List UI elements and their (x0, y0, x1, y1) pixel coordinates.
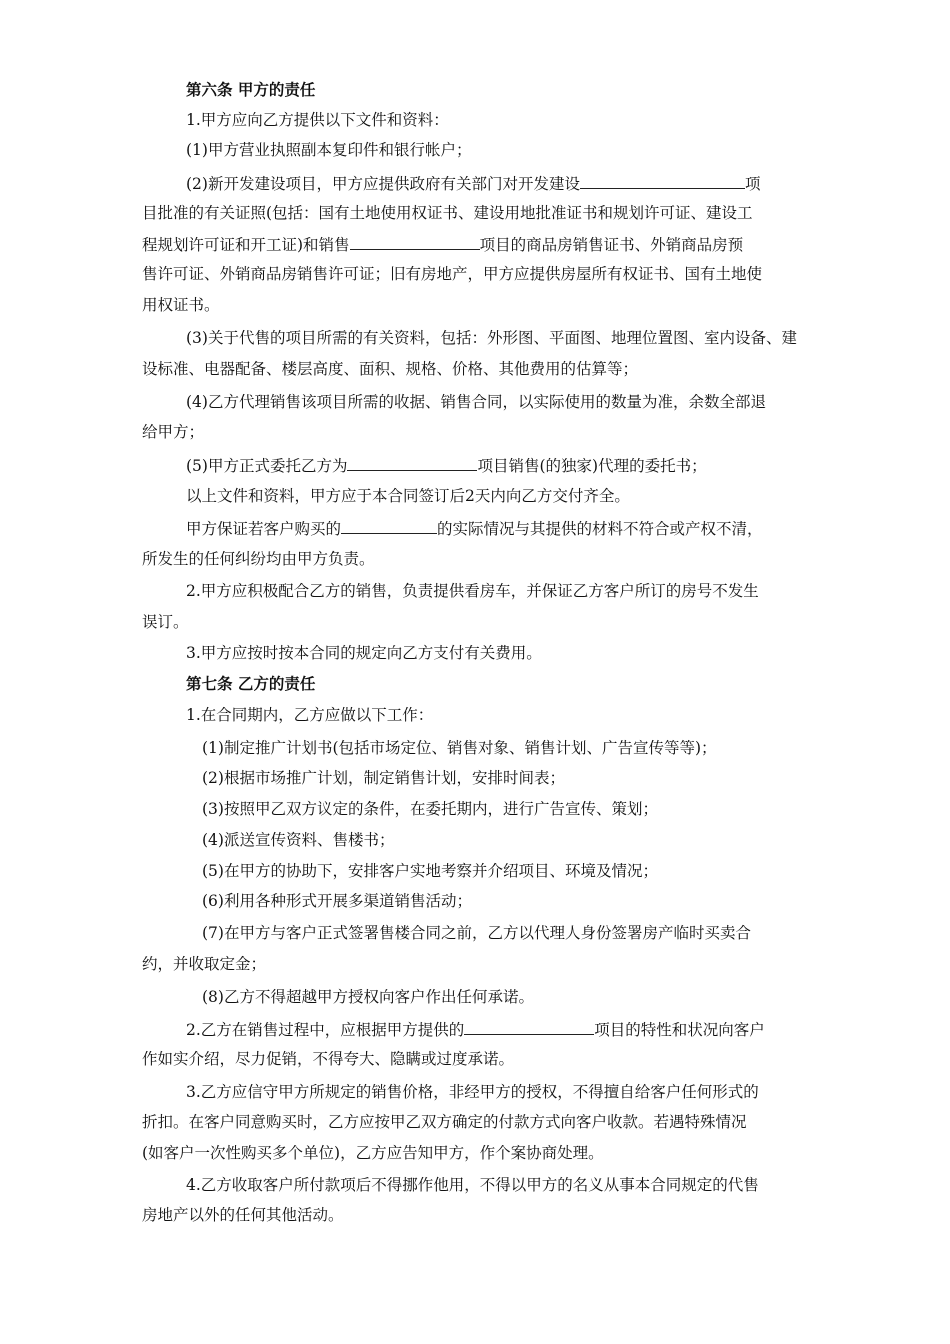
s6-paragraph-1: 1.甲方应向乙方提供以下文件和资料： (186, 111, 449, 129)
s6-deliver-paragraph: 以上文件和资料，甲方应于本合同签订后2天内向乙方交付齐全。 (186, 487, 630, 505)
s7-paragraph-2-line-1 (186, 1019, 765, 1040)
s6-item-4-line-2: 给甲方； (142, 423, 205, 441)
s7-item-2: (2)根据市场推广计划，制定销售计划，安排时间表； (202, 769, 565, 787)
s6-item-2-text-a: (2)新开发建设项目，甲方应提供政府有关部门对开发建设 (186, 175, 580, 193)
s6-guarantee-line-2: 所发生的任何纠纷均由甲方负责。 (142, 550, 375, 568)
s6-item-2-text-d: 程规划许可证和开工证)和销售 (142, 236, 350, 254)
s6-item-2-line-1 (186, 173, 760, 194)
s7-item-5: (5)在甲方的协助下，安排客户实地考察并介绍项目、环境及情况； (202, 862, 658, 880)
s6-item-2-text-b: 项 (744, 175, 761, 193)
s6-item-2-text-e: 项目的商品房销售证书、外销商品房预 (479, 236, 744, 254)
s6-item-2-line-5: 用权证书。 (142, 296, 220, 314)
s7-item-7-line-2: 约，并收取定金； (142, 955, 267, 973)
s7-paragraph-3-line-3: (如客户一次性购买多个单位)，乙方应告知甲方，作个案协商处理。 (142, 1144, 604, 1162)
section-6-title: 第六条 甲方的责任 (186, 81, 316, 99)
s6-item-3-line-2: 设标准、电器配备、楼层高度、面积、规格、价格、其他费用的估算等； (142, 360, 639, 378)
s7-item-1: (1)制定推广计划书(包括市场定位、销售对象、销售计划、广告宣传等等)； (202, 739, 717, 757)
s6-guarantee-text-b: 的实际情况与其提供的材料不符合或产权不清， (437, 520, 763, 538)
s7-item-7-line-1: (7)在甲方与客户正式签署售楼合同之前，乙方以代理人身份签署房产临时买卖合 (202, 924, 751, 942)
s6-item-1: (1)甲方营业执照副本复印件和银行帐户； (186, 141, 472, 159)
s7-item-4: (4)派送宣传资料、售楼书； (202, 831, 395, 849)
s6-item-2-line-4: 售许可证、外销商品房销售许可证；旧有房地产，甲方应提供房屋所有权证书、国有土地使 (142, 265, 763, 283)
s6-item-4-line-1: (4)乙方代理销售该项目所需的收据、销售合同，以实际使用的数量为准，余数全部退 (186, 393, 766, 411)
s7-item-6: (6)利用各种形式开展多渠道销售活动； (202, 892, 472, 910)
s6-item-2-line-2: 目批准的有关证照(包括：国有土地使用权证书、建设用地批准证书和规划许可证、建设工 (142, 204, 753, 222)
section-7-title: 第七条 乙方的责任 (186, 675, 316, 693)
s6-item-5-text-a: (5)甲方正式委托乙方为 (186, 457, 348, 475)
s6-paragraph-2-line-2: 误订。 (142, 613, 189, 631)
fill-in-blank[interactable] (347, 455, 477, 471)
s7-item-3: (3)按照甲乙双方议定的条件，在委托期内，进行广告宣传、策划； (202, 800, 658, 818)
s7-paragraph-3-line-1: 3.乙方应信守甲方所规定的销售价格，非经甲方的授权，不得擅自给客户任何形式的 (186, 1083, 759, 1101)
s6-guarantee-line-1 (186, 518, 763, 539)
s7-paragraph-4-line-1: 4.乙方收取客户所付款项后不得挪作他用，不得以甲方的名义从事本合同规定的代售 (186, 1176, 759, 1194)
fill-in-blank[interactable] (464, 1019, 594, 1035)
s6-item-5-text-b: 项目销售(的独家)代理的委托书； (477, 457, 707, 475)
s6-item-2-line-3 (142, 234, 743, 255)
s7-paragraph-3-line-2: 折扣。在客户同意购买时，乙方应按甲乙双方确定的付款方式向客户收款。若遇特殊情况 (142, 1113, 747, 1131)
s6-paragraph-3: 3.甲方应按时按本合同的规定向乙方支付有关费用。 (186, 644, 542, 662)
s7-paragraph-2-line-2: 作如实介绍，尽力促销，不得夸大、隐瞒或过度承诺。 (142, 1050, 515, 1068)
fill-in-blank[interactable] (350, 234, 480, 250)
s7-paragraph-1: 1.在合同期内，乙方应做以下工作： (186, 706, 434, 724)
s6-item-3-line-1: (3)关于代售的项目所需的有关资料，包括：外形图、平面图、地理位置图、室内设备、建 (186, 329, 797, 347)
s7-paragraph-4-line-2: 房地产以外的任何其他活动。 (142, 1206, 344, 1224)
s7-paragraph-2-text-b: 项目的特性和状况向客户 (594, 1021, 765, 1039)
fill-in-blank[interactable] (580, 173, 745, 189)
s6-paragraph-2-line-1: 2.甲方应积极配合乙方的销售，负责提供看房车，并保证乙方客户所订的房号不发生 (186, 582, 759, 600)
s7-item-8: (8)乙方不得超越甲方授权向客户作出任何承诺。 (202, 988, 534, 1006)
s6-guarantee-text-a: 甲方保证若客户购买的 (186, 520, 342, 538)
fill-in-blank[interactable] (341, 518, 437, 534)
s6-item-5 (186, 455, 707, 476)
s7-paragraph-2-text-a: 2.乙方在销售过程中，应根据甲方提供的 (186, 1021, 465, 1039)
